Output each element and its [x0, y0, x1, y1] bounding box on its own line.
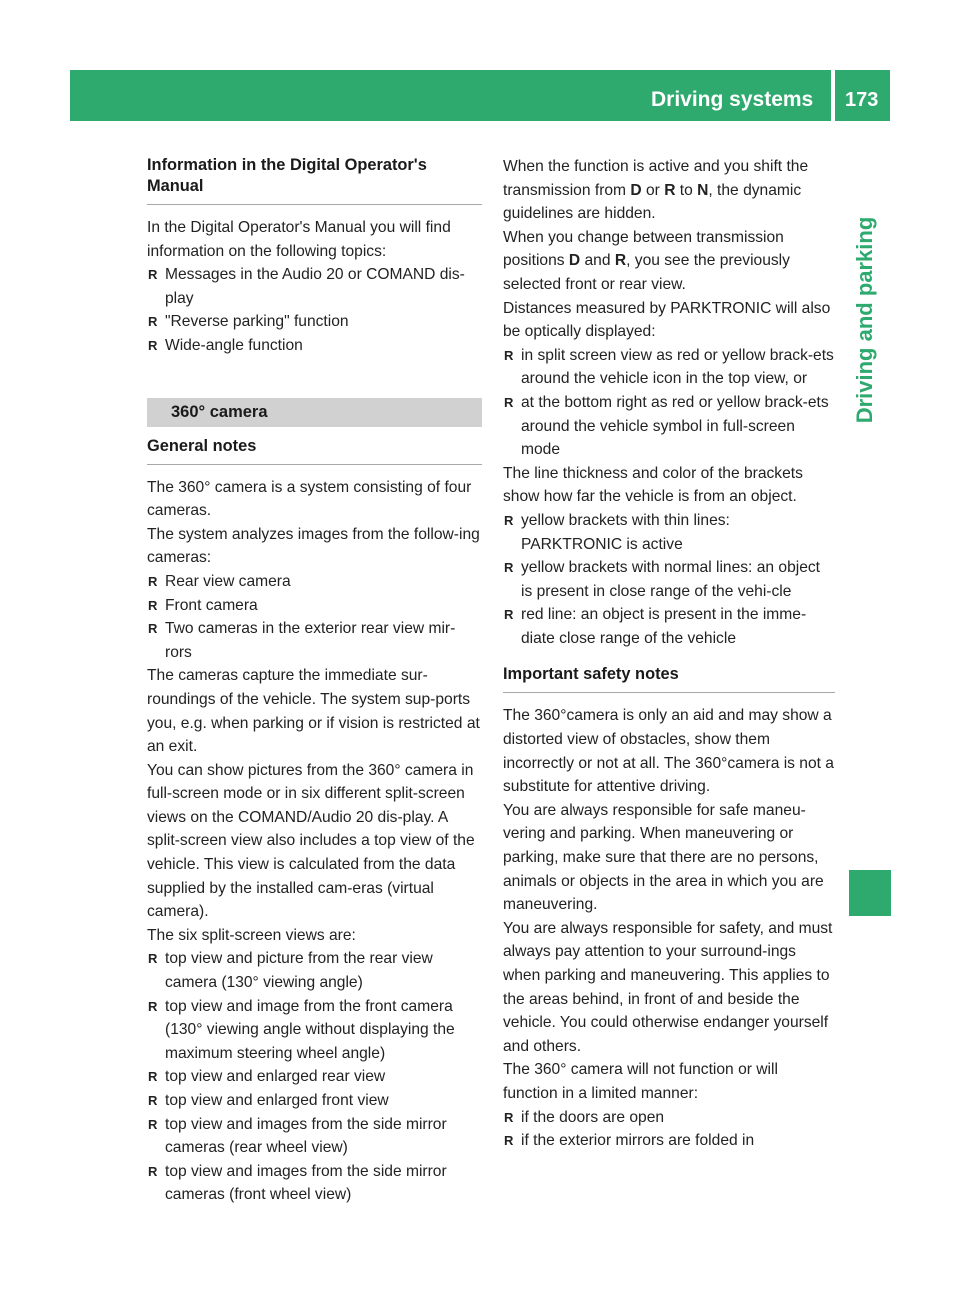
page-number: 173 — [845, 89, 879, 111]
views-list — [147, 947, 482, 1207]
list-item: R top view and image from the front camera (130° viewing angle without displaying the maximum steering wheel angle) — [147, 995, 482, 1066]
paragraph: The 360° camera is a system consisting of four cameras. — [147, 478, 472, 520]
limit-list — [503, 1106, 835, 1153]
section-title: 360° camera — [147, 398, 482, 427]
bracket-list — [503, 509, 835, 651]
camera-list — [147, 570, 482, 664]
info-text: In the Digital Operator's Manual you will find information on the following topics: — [147, 219, 451, 260]
list-item: R top view and enlarged rear view — [147, 1065, 482, 1089]
header-divider — [831, 70, 835, 121]
side-tab-marker — [849, 870, 891, 916]
list-item: R top view and images from the side mirror cameras (front wheel view) — [147, 1160, 482, 1207]
list-item: R top view and enlarged front view — [147, 1089, 482, 1113]
paragraph: The cameras capture the immediate sur-roundings of the vehicle. The system sup-ports you, e.g. when parking or if vision is restricted at an exit. — [147, 667, 480, 756]
paragraph: The line thickness and color of the brackets show how far the vehicle is from an object. — [503, 464, 803, 506]
list-item: R red line: an object is present in the imme-diate close range of the vehicle — [503, 603, 835, 650]
list-item: R "Reverse parking" function — [147, 310, 482, 334]
list-item: R if the exterior mirrors are folded in — [503, 1129, 835, 1153]
general-notes-heading: General notes — [147, 436, 482, 465]
list-item: R Front camera — [147, 594, 482, 618]
paragraph: You are always responsible for safety, and must always pay attention to your surround-ings when parking and maneuvering. This applies to the areas behind, in front of and beside the vehicle. You could otherwise endanger yourself and others. — [503, 919, 833, 1055]
info-heading: Information in the Digital Operator's Manual — [147, 155, 482, 205]
list-item: R in split screen view as red or yellow brack-ets around the vehicle icon in the top view, or — [503, 344, 835, 391]
side-tab-label: Driving and parking — [852, 216, 877, 424]
header-title: Driving systems — [651, 88, 814, 111]
safety-heading: Important safety notes — [503, 664, 835, 693]
list-item: R at the bottom right as red or yellow brack-ets around the vehicle symbol in full-screen mode — [503, 391, 835, 462]
list-item: R yellow brackets with thin lines: PARKTRONIC is active — [503, 509, 835, 556]
paragraph: You are always responsible for safe maneu-vering and parking. When maneuvering or parking, make sure that there are no persons, animals or objects in the area in which you are maneuvering. — [503, 801, 824, 914]
paragraph: The 360°camera is only an aid and may show a distorted view of obstacles, show them incorrectly or not at all. The 360°camera is not a substitute for attentive driving. — [503, 707, 834, 796]
list-item: R top view and images from the side mirror cameras (rear wheel view) — [147, 1113, 482, 1160]
distance-list — [503, 344, 835, 462]
list-item: R if the doors are open — [503, 1106, 835, 1130]
list-item: R Rear view camera — [147, 570, 482, 594]
list-item: R yellow brackets with normal lines: an object is present in close range of the vehi-cle — [503, 556, 835, 603]
paragraph: You can show pictures from the 360° camera in full-screen mode or in six different split-screen views on the COMAND/Audio 20 dis-play. A split-screen view also includes a top view of the vehicle. This view is calculated from the data supplied by the installed cam-eras (virtual camera). — [147, 761, 475, 921]
info-list — [147, 263, 482, 357]
left-column — [147, 155, 482, 1207]
list-item: R Wide-angle function — [147, 334, 482, 358]
paragraph: When the function is active and you shift the transmission from D or R to N, the dynamic guidelines are hidden. — [503, 158, 809, 223]
paragraph: When you change between transmission positions D and R, you see the previously selected front or rear view. — [503, 228, 790, 293]
paragraph: The six split-screen views are: — [147, 926, 356, 944]
paragraph: The 360° camera will not function or will function in a limited manner: — [503, 1061, 778, 1102]
right-column — [503, 155, 835, 1153]
paragraph: Distances measured by PARKTRONIC will also be optically displayed: — [503, 299, 831, 341]
list-item: R top view and picture from the rear view camera (130° viewing angle) — [147, 947, 482, 994]
list-item: R Messages in the Audio 20 or COMAND dis-play — [147, 263, 482, 310]
list-item: R Two cameras in the exterior rear view mir-rors — [147, 617, 482, 664]
paragraph: The system analyzes images from the follow-ing cameras: — [147, 525, 480, 567]
